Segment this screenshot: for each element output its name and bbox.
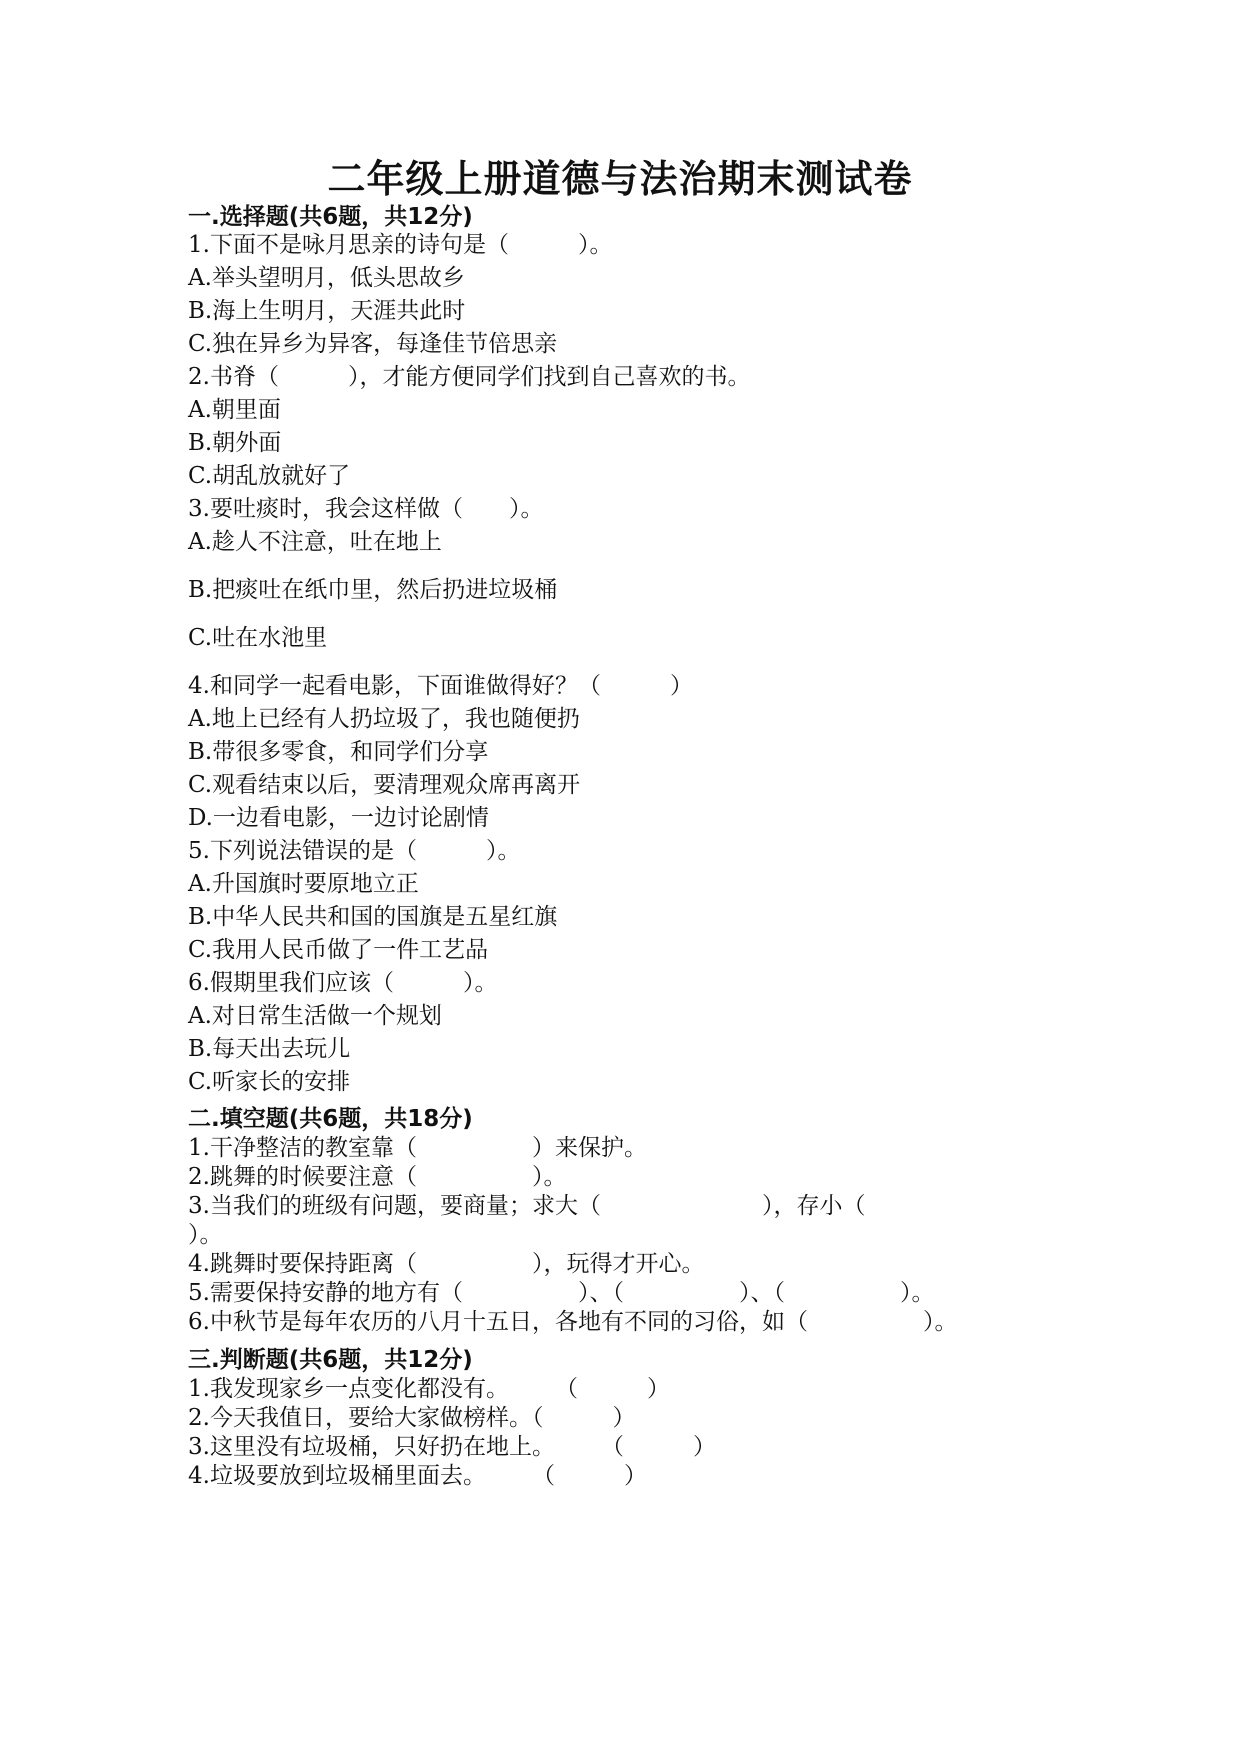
option-a: A.趁人不注意，吐在地上: [188, 529, 442, 555]
question-stem: 2.书脊（ ），才能方便同学们找到自己喜欢的书。: [188, 364, 751, 390]
option-b: B.朝外面: [188, 430, 282, 456]
option-a: A.对日常生活做一个规划: [188, 1003, 442, 1029]
question-stem: 3.要吐痰时，我会这样做（ ）。: [188, 496, 544, 522]
option-b: B.海上生明月，天涯共此时: [188, 298, 466, 324]
fill-question: 1.干净整洁的教室靠（ ）来保护。: [188, 1135, 647, 1161]
option-b: B.中华人民共和国的国旗是五星红旗: [188, 904, 558, 930]
option-b: B.把痰吐在纸巾里，然后扔进垃圾桶: [188, 577, 558, 603]
fill-question: 6.中秋节是每年农历的八月十五日，各地有不同的习俗，如（ ）。: [188, 1309, 958, 1335]
option-c: C.吐在水池里: [188, 625, 328, 651]
question-stem: 6.假期里我们应该（ ）。: [188, 970, 498, 996]
option-c: C.听家长的安排: [188, 1069, 351, 1095]
section-heading-judge: 三.判断题(共6题，共12分): [188, 1347, 473, 1373]
option-b: B.每天出去玩儿: [188, 1036, 351, 1062]
option-c: C.独在异乡为异客，每逢佳节倍思亲: [188, 331, 558, 357]
question-stem: 5.下列说法错误的是（ ）。: [188, 838, 521, 864]
page-title: 二年级上册道德与法治期末测试卷: [327, 157, 913, 201]
judge-question: 2.今天我值日，要给大家做榜样。（ ）: [188, 1405, 636, 1431]
fill-question-continued: ）。: [188, 1222, 223, 1248]
judge-question: 3.这里没有垃圾桶，只好扔在地上。 （ ）: [188, 1434, 716, 1460]
option-a: A.举头望明月，低头思故乡: [188, 265, 465, 291]
option-a: A.地上已经有人扔垃圾了，我也随便扔: [188, 706, 580, 732]
option-a: A.朝里面: [188, 397, 281, 423]
option-c: C.我用人民币做了一件工艺品: [188, 937, 489, 963]
fill-question: 2.跳舞的时候要注意（ ）。: [188, 1164, 567, 1190]
option-c: C.胡乱放就好了: [188, 463, 351, 489]
section-heading-choice: 一.选择题(共6题，共12分): [188, 204, 473, 230]
option-b: B.带很多零食，和同学们分享: [188, 739, 489, 765]
section-heading-fill: 二.填空题(共6题，共18分): [188, 1106, 473, 1132]
question-stem: 4.和同学一起看电影，下面谁做得好？（ ）: [188, 673, 693, 699]
option-c: C.观看结束以后，要清理观众席再离开: [188, 772, 581, 798]
option-a: A.升国旗时要原地立正: [188, 871, 419, 897]
judge-question: 1.我发现家乡一点变化都没有。 （ ）: [188, 1376, 670, 1402]
question-stem: 1.下面不是咏月思亲的诗句是（ ）。: [188, 232, 613, 258]
judge-question: 4.垃圾要放到垃圾桶里面去。 （ ）: [188, 1463, 647, 1489]
fill-question: 4.跳舞时要保持距离（ ），玩得才开心。: [188, 1251, 705, 1277]
fill-question: 3.当我们的班级有问题，要商量；求大（ ），存小（: [188, 1193, 866, 1219]
option-d: D.一边看电影，一边讨论剧情: [188, 805, 489, 831]
fill-question: 5.需要保持安静的地方有（ ）、（ ）、（ ）。: [188, 1280, 935, 1306]
